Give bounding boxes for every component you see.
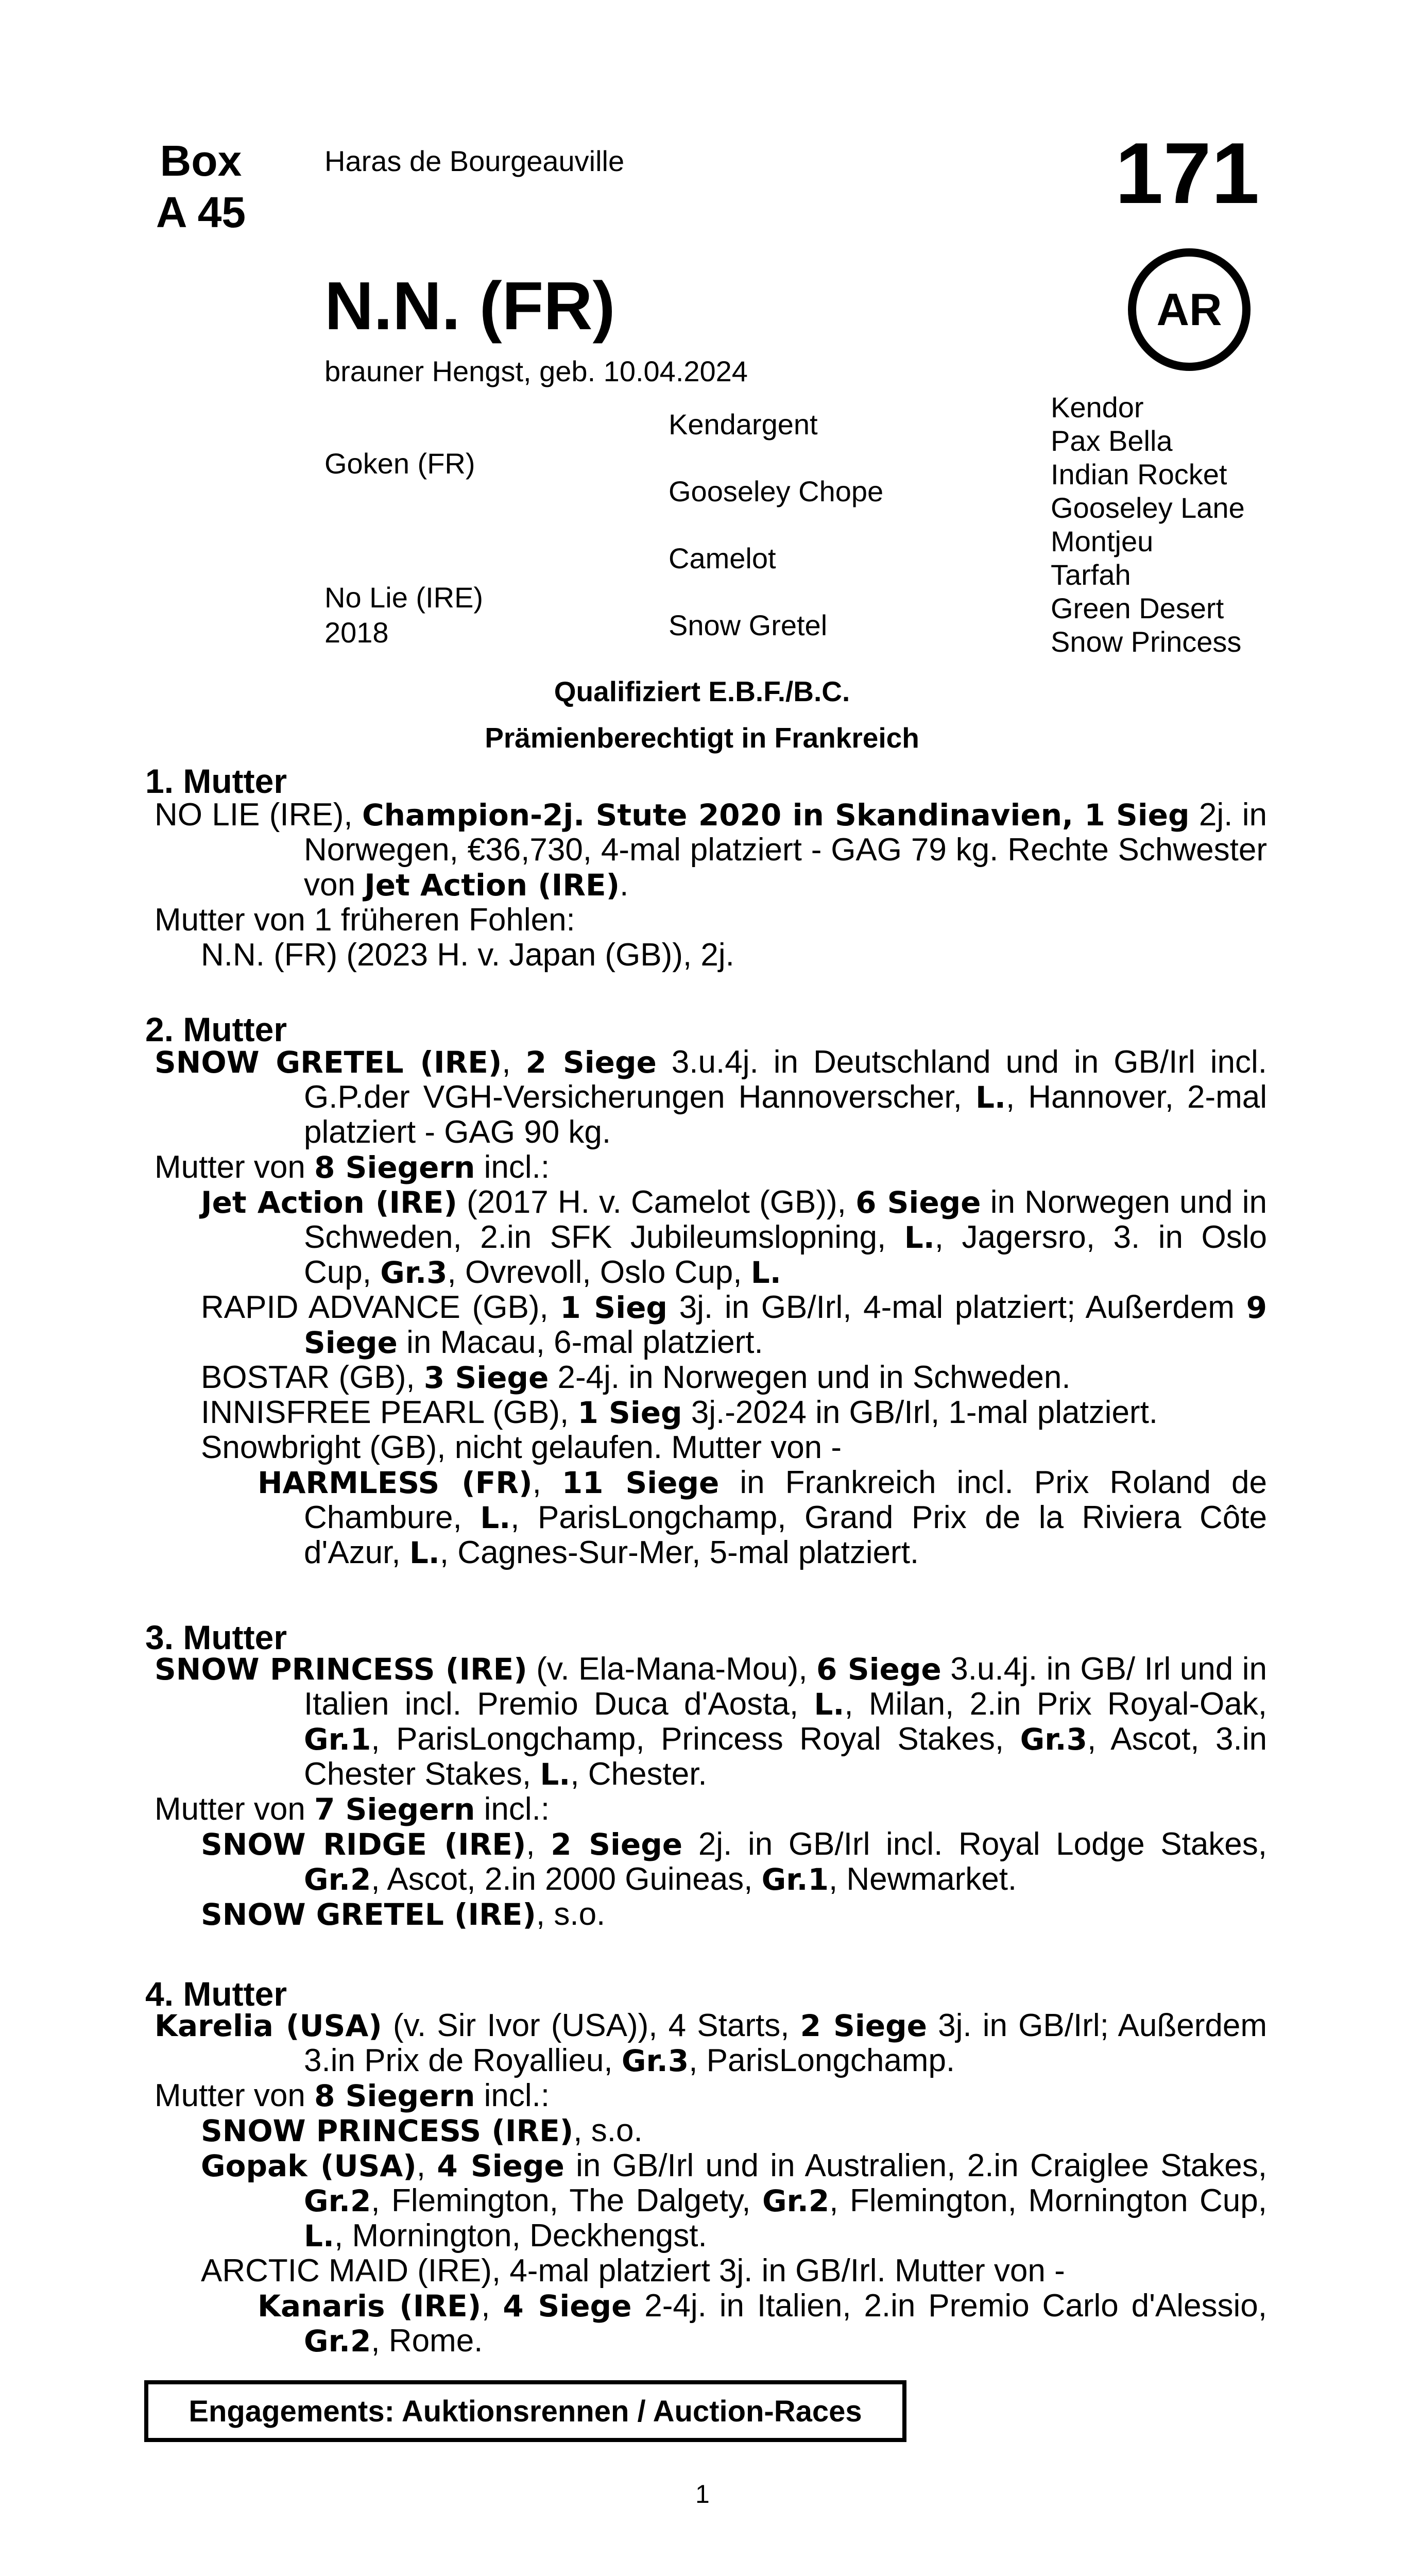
m2-offspring-rapid-advance: RAPID ADVANCE (GB), 1 Sieg 3j. in GB/Irl, 4-mal platziert; Außerdem 9 Siege in Macau, 6-mal platziert. — [201, 1290, 1267, 1360]
section-m3-body — [155, 1652, 1267, 1932]
m3-offspring-snow-ridge: SNOW RIDGE (IRE), 2 Siege 2j. in GB/Irl incl. Royal Lodge Stakes, Gr.2, Ascot, 2.in 2000 Guineas, Gr.1, Newmarket. — [201, 1826, 1268, 1897]
horse-description: brauner Hengst, geb. 10.04.2024 — [324, 355, 748, 387]
qualification-note: Qualifiziert E.B.F./B.C. — [554, 675, 850, 707]
m2-offspring-head: Mutter von 8 Siegern incl.: — [155, 1149, 550, 1185]
m2-dam-entry: SNOW GRETEL (IRE), 2 Siege 3.u.4j. in Deutschland und in GB/Irl incl. G.P.der VGH-Versicherungen Hannoverscher, L., Hannover, 2-mal platziert - GAG 90 kg. — [155, 1044, 1268, 1150]
m4-offspring-snow-princess: SNOW PRINCESS (IRE), s.o. — [201, 2113, 643, 2148]
m4-grand-offspring-kanaris: Kanaris (IRE), 4 Siege 2-4j. in Italien, 2.in Premio Carlo d'Alessio, Gr.2, Rome. — [258, 2288, 1267, 2359]
horse-name: N.N. (FR) — [324, 268, 615, 344]
m4-offspring-head: Mutter von 8 Siegern incl.: — [155, 2078, 550, 2113]
pedigree-gen2-item: Snow Gretel — [669, 609, 828, 641]
pedigree-gen2-item: Camelot — [669, 542, 776, 574]
pedigree-gen2-item: Gooseley Chope — [669, 475, 884, 507]
box-word: Box — [160, 137, 242, 185]
section-m4-body — [155, 2008, 1267, 2359]
pedigree-gen3-item: Snow Princess — [1051, 625, 1242, 658]
pedigree-gen3-item: Tarfah — [1051, 558, 1131, 591]
page-number: 1 — [695, 2480, 710, 2509]
section-title-m2: 2. Mutter — [145, 1010, 287, 1048]
lot-number: 171 — [1115, 125, 1260, 222]
m4-offspring-arctic-maid: ARCTIC MAID (IRE), 4-mal platziert 3j. in GB/Irl. Mutter von - — [201, 2253, 1065, 2289]
m2-offspring-bostar: BOSTAR (GB), 3 Siege 2-4j. in Norwegen und in Schweden. — [201, 1360, 1071, 1395]
m4-offspring-gopak: Gopak (USA), 4 Siege in GB/Irl und in Australien, 2.in Craiglee Stakes, Gr.2, Flemington, The Dalgety, Gr.2, Flemington, Mornington Cup, L., Mornington, Deckhengst. — [201, 2148, 1268, 2253]
m2-offspring-jet-action: Jet Action (IRE) (2017 H. v. Camelot (GB)), 6 Siege in Norwegen und in Schweden, 2.in SFK Jubileumslopning, L., Jagersro, 3. in Oslo Cup, Gr.3, Ovrevoll, Oslo Cup, L. — [201, 1184, 1267, 1290]
section-title-m1: 1. Mutter — [145, 762, 287, 800]
m3-offspring-snow-gretel: SNOW GRETEL (IRE), s.o. — [201, 1896, 606, 1932]
m1-offspring-item: N.N. (FR) (2023 H. v. Japan (GB)), 2j. — [201, 937, 734, 973]
pedigree-dam: No Lie (IRE) — [324, 581, 484, 614]
m1-offspring-head: Mutter von 1 früheren Fohlen: — [155, 902, 575, 938]
m2-offspring-snowbright: Snowbright (GB), nicht gelaufen. Mutter von - — [201, 1430, 842, 1465]
m1-dam-entry: NO LIE (IRE), Champion-2j. Stute 2020 in Skandinavien, 1 Sieg 2j. in Norwegen, €36,730, 4-mal platziert - GAG 79 kg. Rechte Schwester von Jet Action (IRE). — [155, 797, 1267, 903]
engagements-text: Engagements: Auktionsrennen / Auction-Races — [189, 2394, 862, 2428]
pedigree-gen3-item: Green Desert — [1051, 592, 1224, 624]
pedigree-dam-year: 2018 — [324, 616, 389, 649]
section-m2-body — [155, 1045, 1267, 1570]
m3-dam-entry: SNOW PRINCESS (IRE) (v. Ela-Mana-Mou), 6 Siege 3.u.4j. in GB/ Irl und in Italien incl. Premio Duca d'Aosta, L., Milan, 2.in Prix Royal-Oak, Gr.1, ParisLongchamp, Princess Royal Stakes, Gr.3, Ascot, 3.in Chester Stakes, L., Chester. — [155, 1651, 1267, 1792]
section-m1-body — [155, 798, 1267, 973]
pedigree-gen3-item: Gooseley Lane — [1051, 492, 1245, 524]
box-label — [139, 135, 263, 238]
consignor: Haras de Bourgeauville — [324, 145, 625, 177]
section-title-m4: 4. Mutter — [145, 1975, 287, 2013]
engagements-box — [144, 2380, 906, 2442]
section-title-m3: 3. Mutter — [145, 1618, 287, 1656]
pedigree-gen3 — [1051, 391, 1380, 658]
m4-dam-entry: Karelia (USA) (v. Sir Ivor (USA)), 4 Starts, 2 Siege 3j. in GB/Irl; Außerdem 3.in Prix de Royallieu, Gr.3, ParisLongchamp. — [155, 2008, 1267, 2078]
pedigree-gen3-item: Montjeu — [1051, 525, 1154, 557]
pedigree-gen3-item: Kendor — [1051, 391, 1144, 423]
premium-note: Prämienberechtigt in Frankreich — [485, 722, 919, 754]
m2-grand-offspring-harmless: HARMLESS (FR), 11 Siege in Frankreich incl. Prix Roland de Chambure, L., ParisLongchamp, Grand Prix de la Riviera Côte d'Azur, L., Cagnes-Sur-Mer, 5-mal platziert. — [258, 1465, 1267, 1570]
pedigree-gen2-item: Kendargent — [669, 408, 818, 440]
pedigree-gen3-item: Indian Rocket — [1051, 458, 1227, 490]
box-number: A 45 — [156, 188, 246, 236]
ar-badge-text: AR — [1156, 284, 1222, 335]
pedigree-gen3-item: Pax Bella — [1051, 425, 1173, 457]
ar-badge — [1128, 248, 1251, 371]
m2-offspring-innisfree: INNISFREE PEARL (GB), 1 Sieg 3j.-2024 in GB/Irl, 1-mal platziert. — [201, 1395, 1158, 1430]
pedigree-sire: Goken (FR) — [324, 447, 475, 480]
m3-offspring-head: Mutter von 7 Siegern incl.: — [155, 1791, 550, 1827]
